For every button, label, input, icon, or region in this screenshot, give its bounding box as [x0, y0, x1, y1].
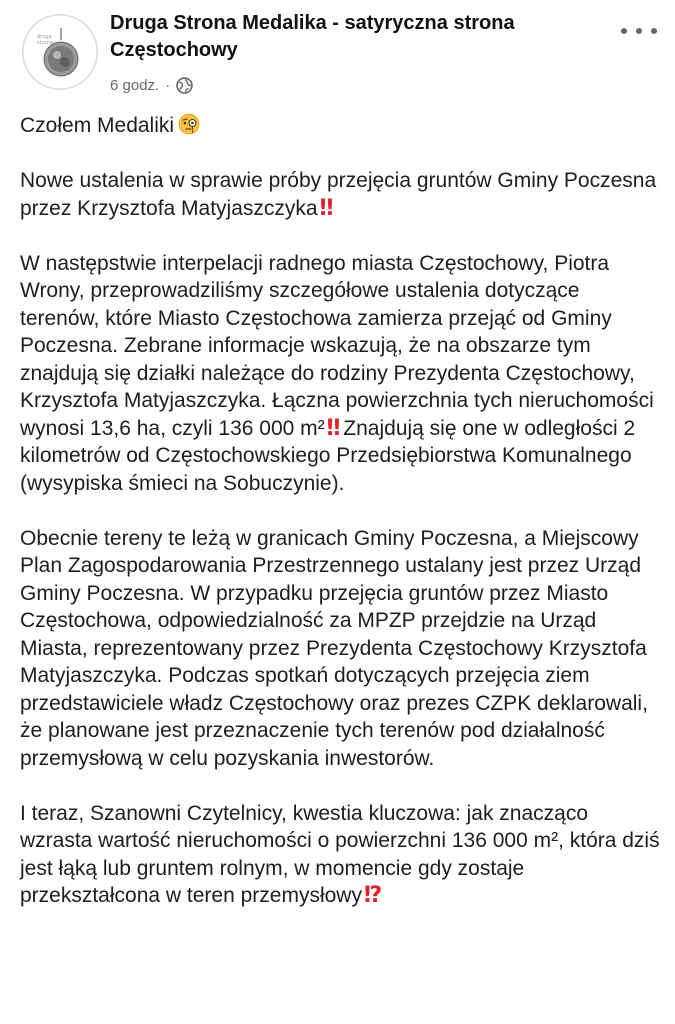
paragraph-key-question: [20, 800, 660, 910]
post-header: [0, 0, 675, 110]
double-exclamation-icon: ‼: [319, 195, 331, 221]
more-dot: [636, 28, 642, 34]
more-dot: [621, 28, 627, 34]
paragraph-details-text-a: W następstwie interpelacji radnego miasta Częstochowy, Piotra Wrony, przeprowadziliśmy szczegółowe ustalenia dotyczące terenów, które Miasto Częstochowa zamierza przejąć od Gminy Poczesna. Zebrane informacje wskazują, że na obszarze tym znajdują się działki należące do rodziny Prezydenta Częstochowy, Krzysztofa Matyjaszczyka. Łączna powierzchnia tych nieruchomości wynosi 13,6 ha, czyli 136 000 m²: [20, 251, 654, 440]
post-timestamp[interactable]: 6 godz.: [110, 76, 160, 94]
paragraph-key-question-text: I teraz, Szanowni Czytelnicy, kwestia kluczowa: jak znacząco wzrasta wartość nieruchomości o powierzchni 136 000 m², która dziś jest łąką lub gruntem rolnym, w momencie gdy zostaje przekształcona w teren przemysłowy: [20, 801, 660, 907]
more-dot: [651, 28, 657, 34]
more-options-icon[interactable]: [621, 20, 657, 42]
post-meta: [110, 74, 193, 96]
monocle-face-emoji-icon: [178, 113, 200, 135]
paragraph-zoning: Obecnie tereny te leżą w granicach Gminy Poczesna, a Miejscowy Plan Zagospodarowania Przestrzennego ustalany jest przez Urząd Gminy Poczesna. W przypadku przejęcia gruntów przez Miasto Częstochowa, odpowiedzialność za MPZP przejdzie na Urząd Miasta, reprezentowany przez Prezydenta Częstochowy Krzysztofa Matyjaszczyka. Podczas spotkań dotyczących przejęcia ziem przedstawiciele władz Częstochowy oraz prezes CZPK deklarowali, że planowane jest przeznaczenie tych terenów pod działalność przemysłową w celu pozyskania inwestorów.: [20, 526, 648, 770]
double-exclamation-icon: ‼: [326, 415, 338, 441]
globe-icon[interactable]: [176, 77, 193, 94]
paragraph-details-text-b: Znajdują się one w odległości 2 kilometrów od Częstochowskiego Przedsiębiorstwa Komunalnego (wysypiska śmieci na Sobuczynie).: [20, 416, 636, 495]
page-name-link[interactable]: Druga Strona Medalika - satyryczna strona Częstochowy: [110, 12, 515, 61]
headline-text: Nowe ustalenia w sprawie próby przejęcia gruntów Gminy Poczesna przez Krzysztofa Matyjaszczyka: [20, 169, 657, 220]
greeting-paragraph: [20, 112, 660, 140]
svg-text:druga: druga: [37, 34, 52, 40]
svg-text:strona: strona: [37, 40, 53, 46]
post-text: [20, 112, 660, 937]
headline-paragraph: [20, 167, 660, 222]
greeting-text: Czołem Medaliki: [20, 114, 175, 137]
interrobang-icon: ⁉: [363, 883, 380, 908]
medal-logo-icon: [22, 14, 98, 90]
page-avatar[interactable]: [22, 14, 98, 90]
paragraph-details: [20, 250, 660, 498]
meta-separator: ·: [165, 76, 171, 94]
